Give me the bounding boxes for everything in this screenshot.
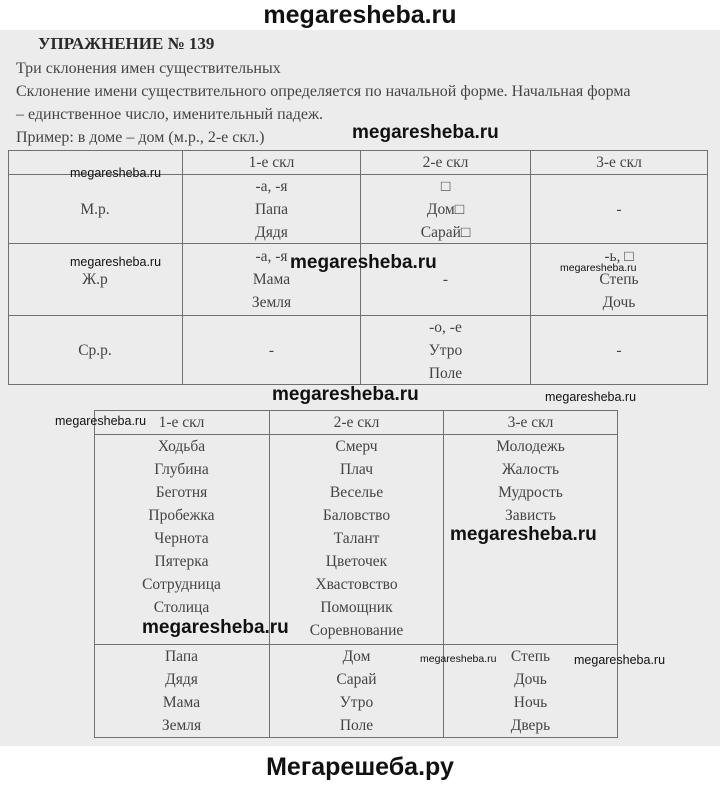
table2-header-3: 3-е скл <box>507 414 554 431</box>
table2-header-1: 1-е скл <box>158 414 205 431</box>
list-item: Поле <box>339 717 374 734</box>
list-item: Степь <box>510 648 551 665</box>
list-item: Помощник <box>320 599 393 616</box>
watermark: megaresheba.ru <box>545 390 637 404</box>
table-cell: Дом□ <box>426 201 465 218</box>
list-item: Жалость <box>501 461 560 478</box>
table-cell: -ь, □ <box>604 248 634 265</box>
list-item: Беготня <box>155 484 208 501</box>
table-cell: □ <box>440 178 451 195</box>
table-cell: Дочь <box>602 294 636 311</box>
list-item: Утро <box>339 694 374 711</box>
row-label-fem: Ж.р <box>82 271 108 288</box>
list-item: Мама <box>162 694 201 711</box>
watermark: megaresheba.ru <box>55 414 147 428</box>
list-item: Дверь <box>510 717 551 734</box>
list-item: Сарай <box>336 671 377 688</box>
row-label-neut: Ср.р. <box>78 342 112 359</box>
list-item: Талант <box>333 530 380 547</box>
table2-header-2: 2-е скл <box>333 414 380 431</box>
list-item: Плач <box>340 461 373 478</box>
table1-header-1: 1-е скл <box>248 154 295 171</box>
watermark: megaresheba.ru <box>450 524 597 545</box>
table-cell: Папа <box>254 201 289 218</box>
rule-line-1: Склонение имени существительного определяется по начальной форме. Начальная форма <box>16 83 631 100</box>
table-cell: -а, -я <box>255 178 288 195</box>
table-cell: -о, -е <box>429 319 462 336</box>
list-item: Цветочек <box>325 553 388 570</box>
table1-header-2: 2-е скл <box>422 154 469 171</box>
table-cell: Утро <box>428 342 463 359</box>
row-label-masc: М.р. <box>80 201 110 218</box>
watermark: megaresheba.ru <box>70 255 162 269</box>
example-text: Пример: в доме – дом (м.р., 2-е скл.) <box>16 129 265 146</box>
rule-line-2: – единственное число, именительный падеж. <box>16 106 324 123</box>
list-item: Мудрость <box>498 484 563 501</box>
table1-header-3: 3-е скл <box>596 154 642 171</box>
list-item: Зависть <box>505 507 556 524</box>
list-item: Пятерка <box>154 553 209 570</box>
watermark: megaresheba.ru <box>574 653 666 667</box>
list-item: Столица <box>153 599 210 616</box>
list-item: Баловство <box>322 507 391 524</box>
list-item: Дом <box>342 648 371 665</box>
list-item: Дядя <box>165 671 198 688</box>
list-item: Смерч <box>335 438 378 455</box>
watermark: megaresheba.ru <box>142 617 289 638</box>
list-item: Глубина <box>154 461 209 478</box>
list-item: Чернота <box>154 530 209 547</box>
list-item: Земля <box>161 717 202 734</box>
watermark: megaresheba.ru <box>70 166 162 180</box>
table-cell: Земля <box>251 294 292 311</box>
watermark: megaresheba.ru <box>420 653 497 665</box>
watermark: megaresheba.ru <box>272 384 419 405</box>
table-cell: Дядя <box>255 224 288 241</box>
list-item: Сотрудница <box>142 576 221 593</box>
table-cell: -а, -я <box>255 248 288 265</box>
table-cell: - <box>268 342 275 359</box>
site-header[interactable]: megaresheba.ru <box>263 1 457 29</box>
exercise-subtitle: Три склонения имен существительных <box>16 60 281 77</box>
words-table <box>94 410 618 738</box>
exercise-title: УПРАЖНЕНИЕ № 139 <box>38 34 215 53</box>
table-cell: - <box>442 271 449 288</box>
table-cell: Поле <box>428 365 463 382</box>
table-cell: - <box>616 201 622 218</box>
list-item: Дочь <box>514 671 547 688</box>
table-cell: Мама <box>252 271 291 288</box>
list-item: Молодежь <box>496 438 565 455</box>
list-item: Папа <box>164 648 199 665</box>
list-item: Пробежка <box>148 507 215 524</box>
list-item: Соревнование <box>309 622 404 639</box>
list-item: Веселье <box>329 484 384 501</box>
watermark: megaresheba.ru <box>352 122 499 143</box>
table-cell: - <box>616 342 622 359</box>
watermark: megaresheba.ru <box>560 262 637 274</box>
table-cell: Сарай□ <box>420 224 471 241</box>
watermark: megaresheba.ru <box>290 252 437 273</box>
list-item: Ночь <box>513 694 548 711</box>
list-item: Ходьба <box>157 438 206 455</box>
site-footer[interactable]: Мегарешеба.ру <box>266 753 454 781</box>
list-item: Хвастовство <box>315 576 398 593</box>
table-cell: Степь <box>599 271 639 288</box>
